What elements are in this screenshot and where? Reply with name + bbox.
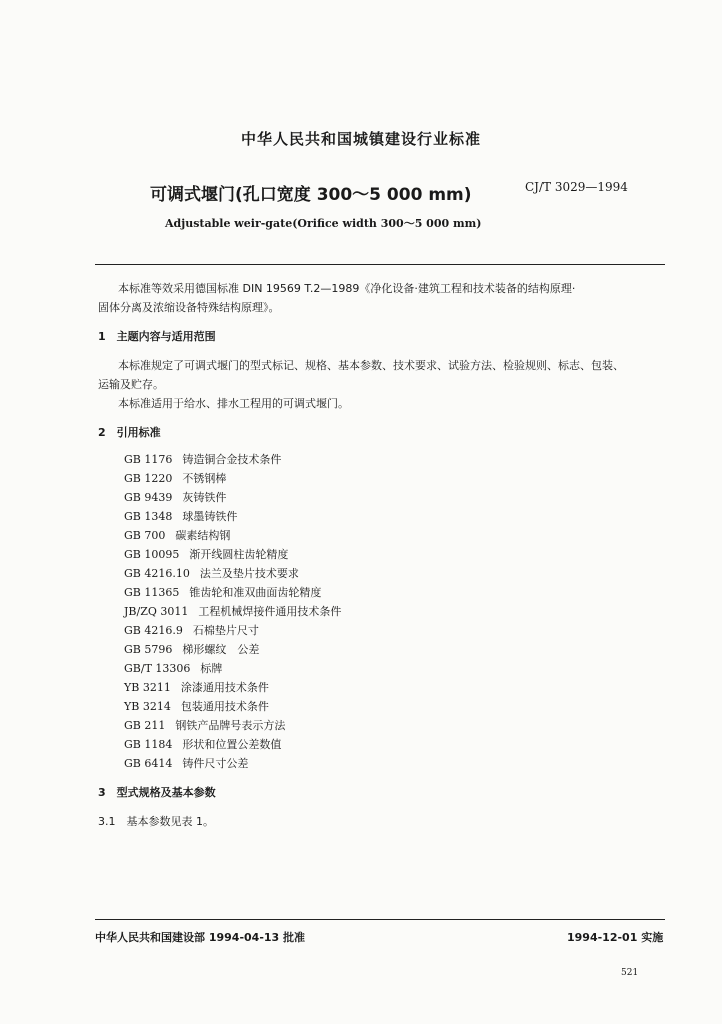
reference-item [124,564,341,583]
section-3-1-text: 3.1 基本参数见表 1。 [98,815,214,828]
reference-item [124,469,341,488]
reference-title: 灰铸铁件 [182,491,227,504]
reference-code: JB/ZQ 3011 [124,605,189,618]
intro-line-1: 本标准等效采用德国标准 DIN 19569 T.2—1989《净化设备·建筑工程和技术装备的结构原理· [118,282,576,295]
reference-item [124,640,341,659]
reference-code: GB 1220 [124,472,173,485]
reference-code: GB 211 [124,719,166,732]
footer-divider [95,919,665,920]
reference-title: 球墨铸铁件 [182,510,238,523]
reference-title: 涂漆通用技术条件 [180,681,269,694]
reference-code: GB 11365 [124,586,180,599]
org-title: 中华人民共和国城镇建设行业标准 [240,130,481,148]
reference-item [124,507,341,526]
section-1-para-2: 本标准适用于给水、排水工程用的可调式堰门。 [118,397,349,410]
reference-item [124,526,341,545]
reference-title: 渐开线圆柱齿轮精度 [189,548,289,561]
effective-date: 1994-12-01 实施 [567,931,664,944]
page-number: 521 [621,968,639,978]
reference-title: 包装通用技术条件 [180,700,269,713]
reference-code: GB 9439 [124,491,173,504]
reference-code: YB 3214 [124,700,171,713]
reference-code: GB 6414 [124,757,173,770]
reference-item [124,754,341,773]
reference-title: 铸造铜合金技术条件 [182,453,282,466]
reference-code: GB 4216.9 [124,624,183,637]
approval-line: 中华人民共和国建设部 1994-04-13 批准 [95,931,306,944]
section-3-heading: 3 型式规格及基本参数 [98,786,216,799]
reference-item [124,659,341,678]
reference-title: 石棉垫片尺寸 [192,624,259,637]
standard-title: 可调式堰门(孔口宽度 300～5 000 mm) [150,185,472,205]
reference-title: 钢铁产品牌号表示方法 [175,719,286,732]
reference-title: 碳素结构钢 [175,529,231,542]
reference-code: GB 4216.10 [124,567,190,580]
section-1-para-1-line-1: 本标准规定了可调式堰门的型式标记、规格、基本参数、技术要求、试验方法、检验规则、标志、包装、 [118,359,624,372]
reference-title: 铸件尺寸公差 [182,757,249,770]
reference-item [124,621,341,640]
reference-item [124,602,341,621]
standard-code: CJ/T 3029—1994 [525,180,628,194]
reference-item [124,450,341,469]
reference-code: YB 3211 [124,681,171,694]
reference-title: 不锈钢棒 [182,472,227,485]
top-divider [95,264,665,265]
section-1-heading: 1 主题内容与适用范围 [98,330,216,343]
intro-line-2: 固体分离及浓缩设备特殊结构原理》。 [98,301,280,314]
reference-item [124,678,341,697]
reference-title: 形状和位置公差数值 [182,738,282,751]
reference-code: GB 10095 [124,548,180,561]
reference-title: 梯形螺纹 公差 [182,643,260,656]
reference-code: GB 5796 [124,643,173,656]
reference-item [124,583,341,602]
reference-item [124,735,341,754]
reference-code: GB/T 13306 [124,662,191,675]
reference-title: 标牌 [200,662,223,675]
reference-code: GB 1348 [124,510,173,523]
reference-code: GB 700 [124,529,166,542]
reference-code: GB 1184 [124,738,173,751]
reference-title: 工程机械焊接件通用技术条件 [198,605,342,618]
reference-title: 法兰及垫片技术要求 [199,567,299,580]
reference-item [124,545,341,564]
section-1-para-1-line-2: 运输及贮存。 [98,378,164,391]
english-title: Adjustable weir-gate(Orifice width 300～5 000 mm) [165,217,482,230]
reference-item [124,716,341,735]
reference-item [124,488,341,507]
section-2-heading: 2 引用标准 [98,426,161,439]
reference-code: GB 1176 [124,453,173,466]
reference-list [124,450,341,773]
reference-item [124,697,341,716]
reference-title: 锥齿轮和准双曲面齿轮精度 [189,586,322,599]
